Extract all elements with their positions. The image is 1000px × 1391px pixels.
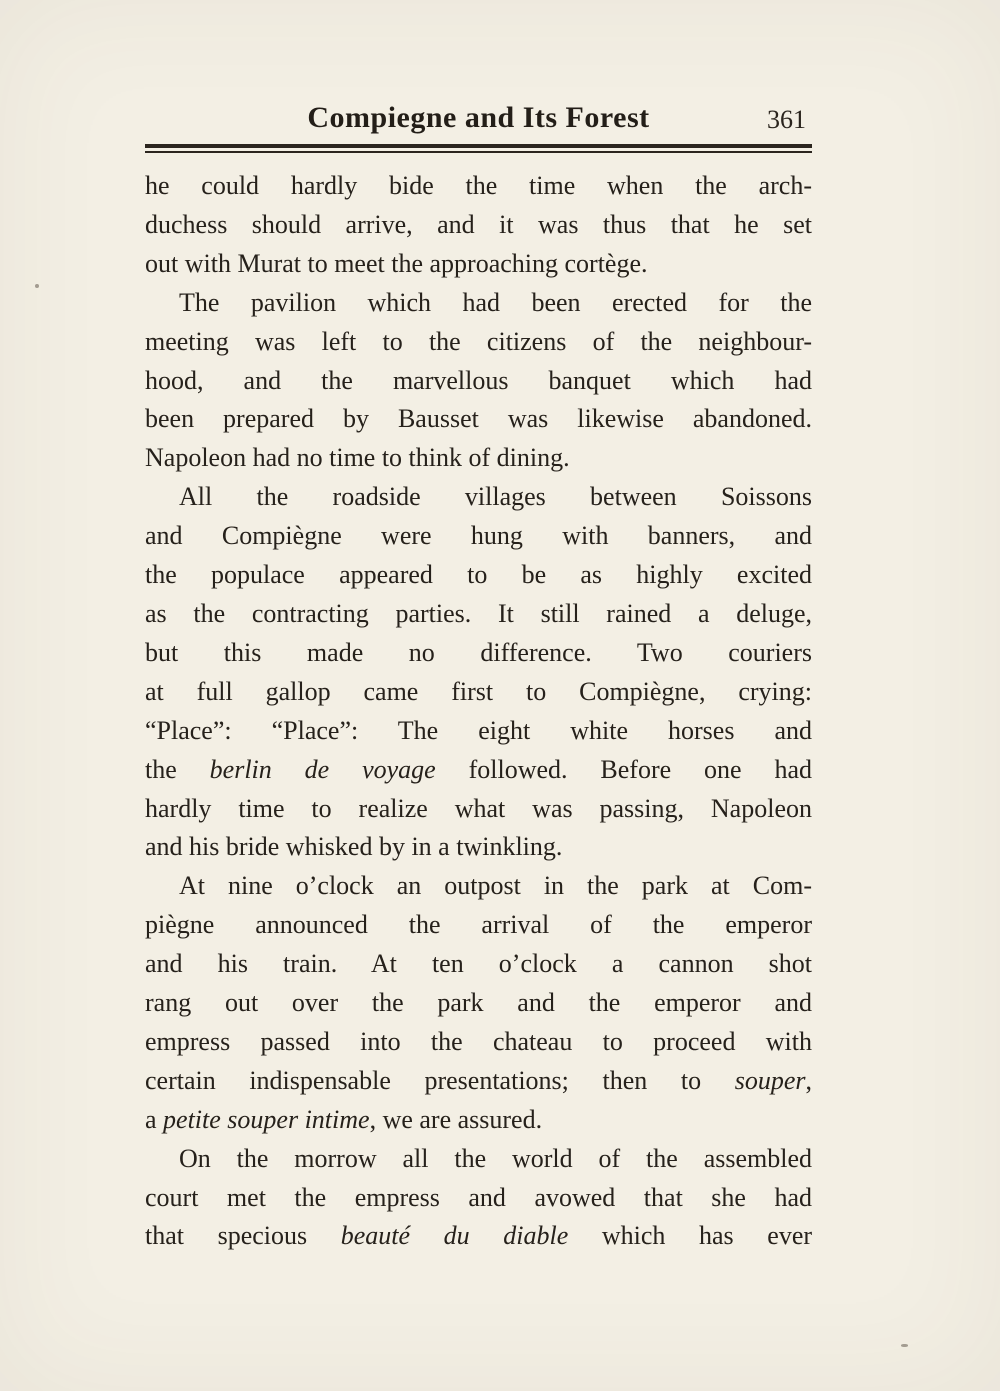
text-line bbox=[145, 906, 812, 945]
text-run: court met the empress and avowed that she had bbox=[145, 1182, 812, 1212]
text-run: All the roadside villages between Soissons bbox=[179, 482, 812, 512]
text-run: as the contracting parties. It still rained a deluge, bbox=[145, 598, 812, 628]
text-line bbox=[145, 595, 812, 634]
text-line bbox=[145, 1179, 812, 1218]
italic-text-run: beauté du diable bbox=[340, 1221, 569, 1251]
paragraph bbox=[145, 167, 812, 284]
italic-text-run: souper bbox=[734, 1065, 806, 1095]
text-run: piègne announced the arrival of the emperor bbox=[145, 910, 812, 940]
text-run: “Place”: “Place”: The eight white horses and bbox=[145, 715, 812, 745]
text-line bbox=[145, 790, 812, 829]
running-header bbox=[145, 101, 812, 143]
text-run: been prepared by Bausset was likewise abandoned. bbox=[145, 404, 812, 434]
header-divider bbox=[145, 144, 812, 153]
text-run: rang out over the park and the emperor and bbox=[145, 988, 812, 1018]
text-run: At nine o’clock an outpost in the park at Com- bbox=[179, 871, 812, 901]
text-run: the populace appeared to be as highly excited bbox=[145, 560, 812, 590]
divider-rule-thin bbox=[145, 151, 812, 153]
page-number: 361 bbox=[767, 105, 806, 134]
text-line bbox=[145, 478, 812, 517]
text-line bbox=[145, 673, 812, 712]
text-run: out with Murat to meet the approaching cortège. bbox=[145, 248, 648, 278]
text-line bbox=[145, 712, 812, 751]
text-line bbox=[145, 323, 812, 362]
text-run: and his train. At ten o’clock a cannon shot bbox=[145, 949, 812, 979]
text-run: a bbox=[145, 1104, 164, 1134]
italic-text-run: berlin de voyage bbox=[209, 754, 436, 784]
text-line bbox=[145, 206, 812, 245]
text-line bbox=[145, 439, 812, 478]
paragraph bbox=[145, 478, 812, 867]
text-run: that specious bbox=[145, 1221, 341, 1251]
text-line bbox=[145, 634, 812, 673]
text-run: which has ever bbox=[568, 1221, 813, 1251]
text-run: duchess should arrive, and it was thus that he set bbox=[145, 209, 812, 239]
text-line bbox=[145, 945, 812, 984]
text-line bbox=[145, 245, 812, 284]
scan-artifact bbox=[35, 284, 39, 288]
text-run: he could hardly bide the time when the arch- bbox=[145, 171, 812, 200]
paragraph bbox=[145, 1140, 812, 1257]
text-line bbox=[145, 400, 812, 439]
text-line bbox=[145, 167, 812, 206]
text-line bbox=[145, 1140, 812, 1179]
paragraph bbox=[145, 284, 812, 479]
text-run: and his bride whisked by in a twinkling. bbox=[145, 832, 563, 862]
text-line bbox=[145, 362, 812, 401]
text-run: the bbox=[145, 754, 210, 784]
text-line bbox=[145, 828, 812, 867]
text-line bbox=[145, 1101, 812, 1140]
page-title: Compiegne and Its Forest bbox=[307, 101, 650, 134]
text-run: meeting was left to the citizens of the neighbour- bbox=[145, 326, 812, 356]
text-line bbox=[145, 867, 812, 906]
body-text bbox=[145, 167, 812, 1256]
text-run: , we are assured. bbox=[369, 1104, 543, 1134]
scan-artifact bbox=[901, 1344, 908, 1347]
text-run: empress passed into the chateau to proceed with bbox=[145, 1026, 812, 1056]
text-run: and Compiègne were hung with banners, and bbox=[145, 521, 812, 551]
text-line bbox=[145, 1217, 812, 1256]
text-run: hood, and the marvellous banquet which had bbox=[145, 365, 812, 395]
italic-text-run: petite souper intime bbox=[163, 1104, 370, 1134]
text-line bbox=[145, 1062, 812, 1101]
text-run: but this made no difference. Two couriers bbox=[145, 637, 812, 667]
text-line bbox=[145, 284, 812, 323]
text-line bbox=[145, 556, 812, 595]
text-line bbox=[145, 1023, 812, 1062]
text-run: at full gallop came first to Compiègne, crying: bbox=[145, 676, 812, 706]
text-run: certain indispensable presentations; then to bbox=[145, 1065, 735, 1095]
text-line bbox=[145, 751, 812, 790]
paragraph bbox=[145, 867, 812, 1139]
text-run: , bbox=[805, 1065, 812, 1095]
text-run: followed. Before one had bbox=[435, 754, 812, 784]
text-line bbox=[145, 517, 812, 556]
text-run: The pavilion which had been erected for the bbox=[179, 287, 812, 317]
text-run: hardly time to realize what was passing, Napoleon bbox=[145, 793, 812, 823]
text-run: On the morrow all the world of the assembled bbox=[179, 1143, 812, 1173]
text-run: Napoleon had no time to think of dining. bbox=[145, 443, 570, 473]
text-line bbox=[145, 984, 812, 1023]
